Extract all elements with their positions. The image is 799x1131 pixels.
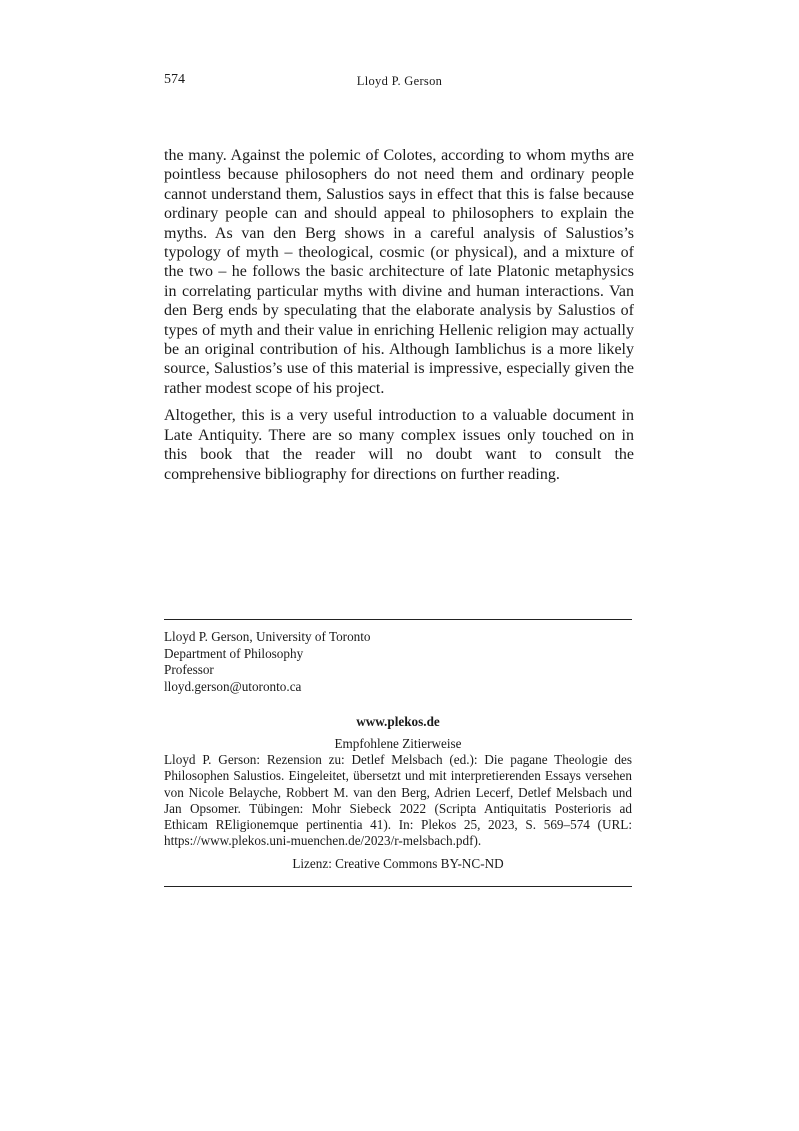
citation-heading: Empfohlene Zitierweise (334, 736, 462, 751)
bottom-divider (164, 886, 632, 887)
author-name-university: Lloyd P. Gerson, University of Toronto (164, 629, 371, 644)
author-position: Professor (164, 662, 214, 678)
body-paragraph-2: Altogether, this is a very useful introduction to a valuable document in Late Antiquity. There are so many complex issues only touched on in this book that the reader will no doubt want to consult the comprehensive bibliography for directions on further reading. (164, 407, 634, 483)
running-head: Lloyd P. Gerson (356, 74, 443, 88)
author-department: Department of Philosophy (164, 645, 304, 661)
page-number: 574 (164, 72, 185, 87)
body-text (164, 146, 634, 492)
author-email[interactable]: lloyd.gerson@utoronto.ca (164, 679, 302, 695)
license-text: Lizenz: Creative Commons BY-NC-ND (292, 855, 504, 871)
citation-block (164, 714, 632, 872)
site-url[interactable]: www.plekos.de (356, 714, 440, 729)
body-paragraph-1: the many. Against the polemic of Colotes, according to whom myths are pointless because philosophers do not need them and ordinary people cannot understand them, Salustios says in effect that this is false because ordinary people can and should appeal to philosophers to explain the myths. As van den Berg shows in a careful analysis of Salustios’s typology of myth – theological, cosmic (or physical), and a mixture of the two – he follows the basic architecture of late Platonic metaphysics in correlating particular myths with divine and human interactions. Van den Berg ends by speculating that the elaborate analysis by Salustios of types of myth and their value in enriching Hellenic religion may actually be an original contribution of his. Although Iamblichus is a more likely source, Salustios’s use of this material is impressive, especially given the rather modest scope of his project. (164, 147, 634, 397)
top-divider (164, 619, 632, 620)
citation-text: Lloyd P. Gerson: Rezension zu: Detlef Melsbach (ed.): Die pagane Theologie des Philosophen Salustios. Eingeleitet, übersetzt und mit interpretierenden Essays versehen von Nicole Belayche, Robbert M. van den Berg, Adrien Lecerf, Detlef Melsbach und Jan Opsomer. Tübingen: Mohr Siebeck 2022 (Scripta Antiquitatis Posterioris ad Ethicam REligionemque pertinentia 41). In: Plekos 25, 2023, S. 569–574 (URL: https://www.plekos.uni-muenchen.de/2023/r-melsbach.pdf). (164, 752, 632, 849)
author-affiliation (164, 629, 371, 696)
